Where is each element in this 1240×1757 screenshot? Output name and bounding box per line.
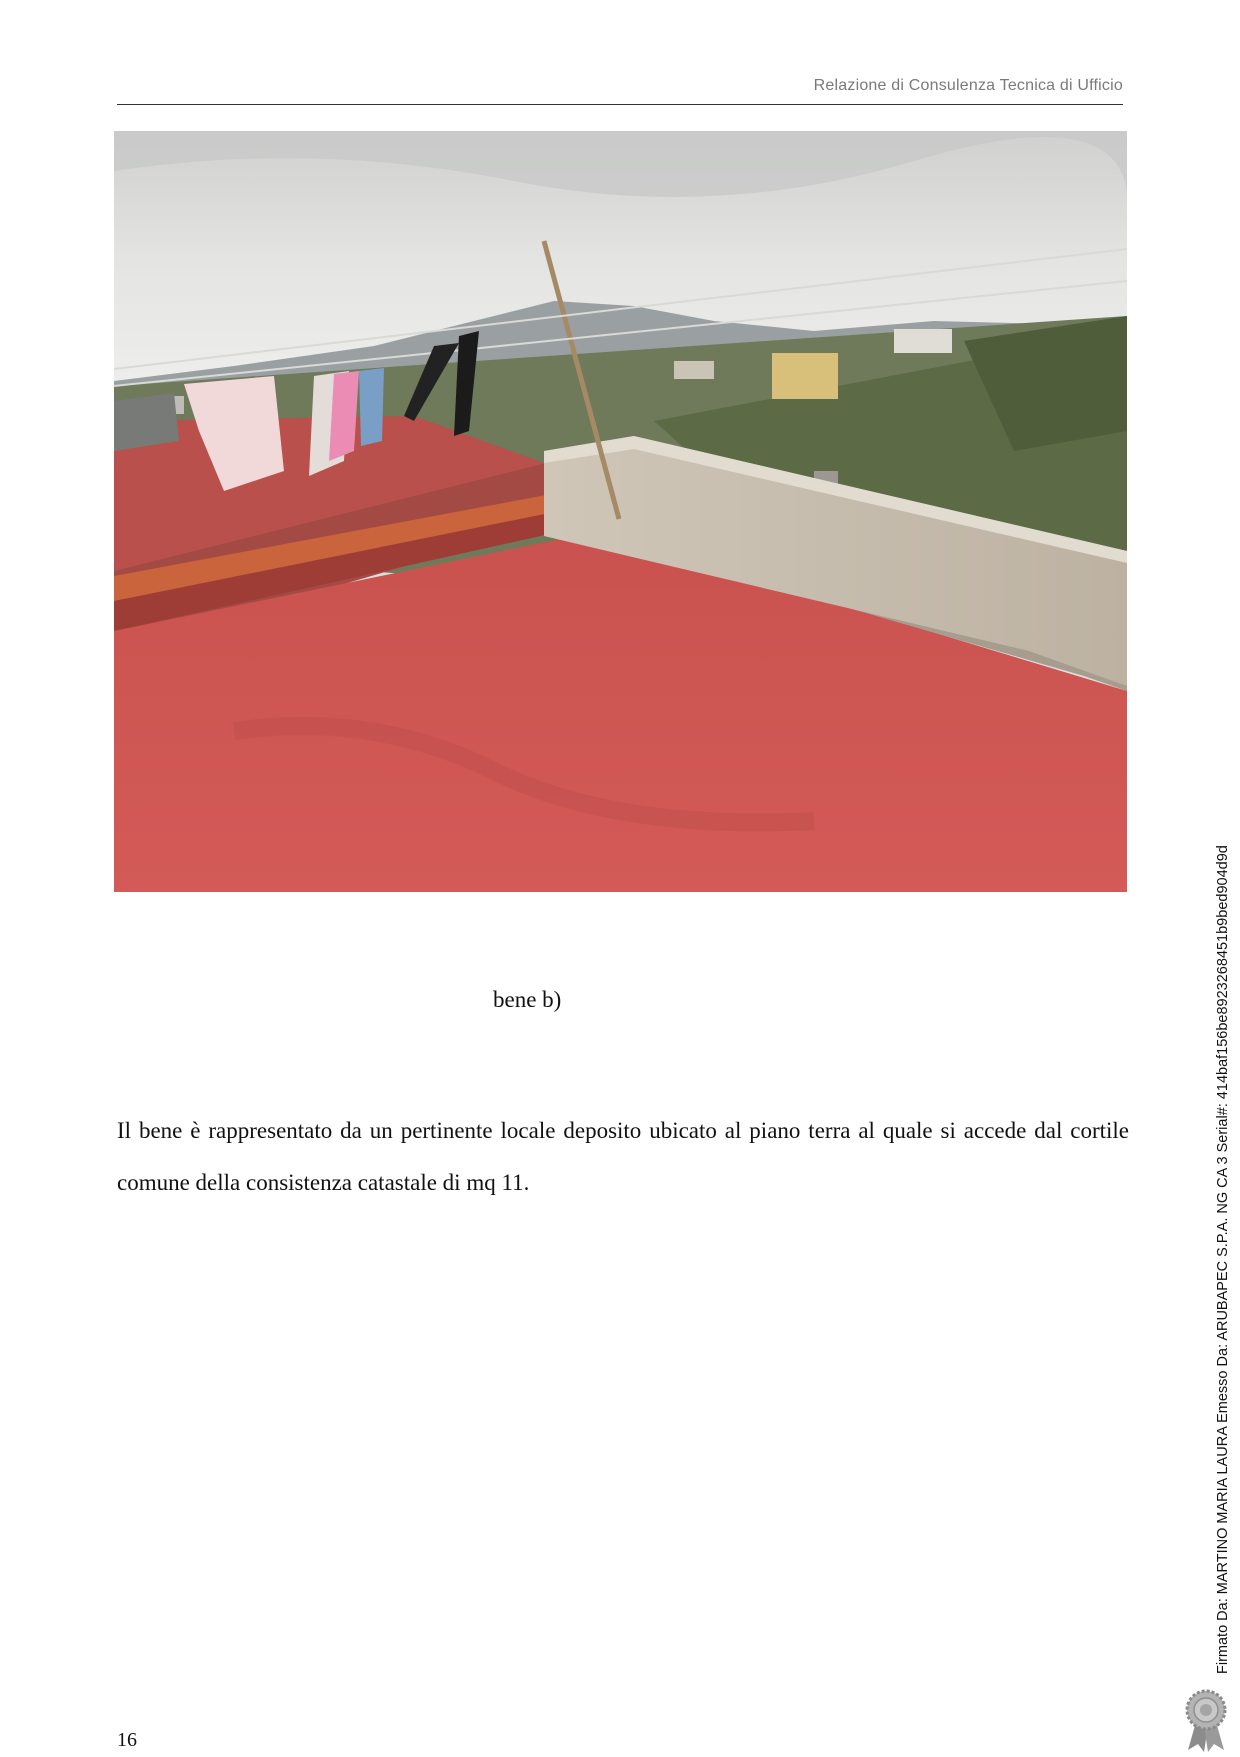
figure-caption: bene b) bbox=[493, 987, 562, 1012]
rooftop-photo-graphic bbox=[114, 131, 1127, 892]
ribbon-seal-icon bbox=[1184, 1688, 1228, 1752]
header-divider bbox=[117, 104, 1123, 105]
page-number: 16 bbox=[117, 1729, 137, 1751]
rooftop-photo bbox=[114, 131, 1127, 892]
document-header-title: Relazione di Consulenza Tecnica di Ufficio bbox=[813, 77, 1123, 94]
body-paragraph: Il bene è rappresentato da un pertinente locale deposito ubicato al piano terra al quale si accede dal cortile comune della consistenza catastale di mq 11. bbox=[117, 1118, 1129, 1195]
digital-signature-note: Firmato Da: MARTINO MARIA LAURA Emesso Da: ARUBAPEC S.P.A. NG CA 3 Serial#: 414baf156be8923268451b9bed904d9d bbox=[1215, 845, 1231, 1674]
